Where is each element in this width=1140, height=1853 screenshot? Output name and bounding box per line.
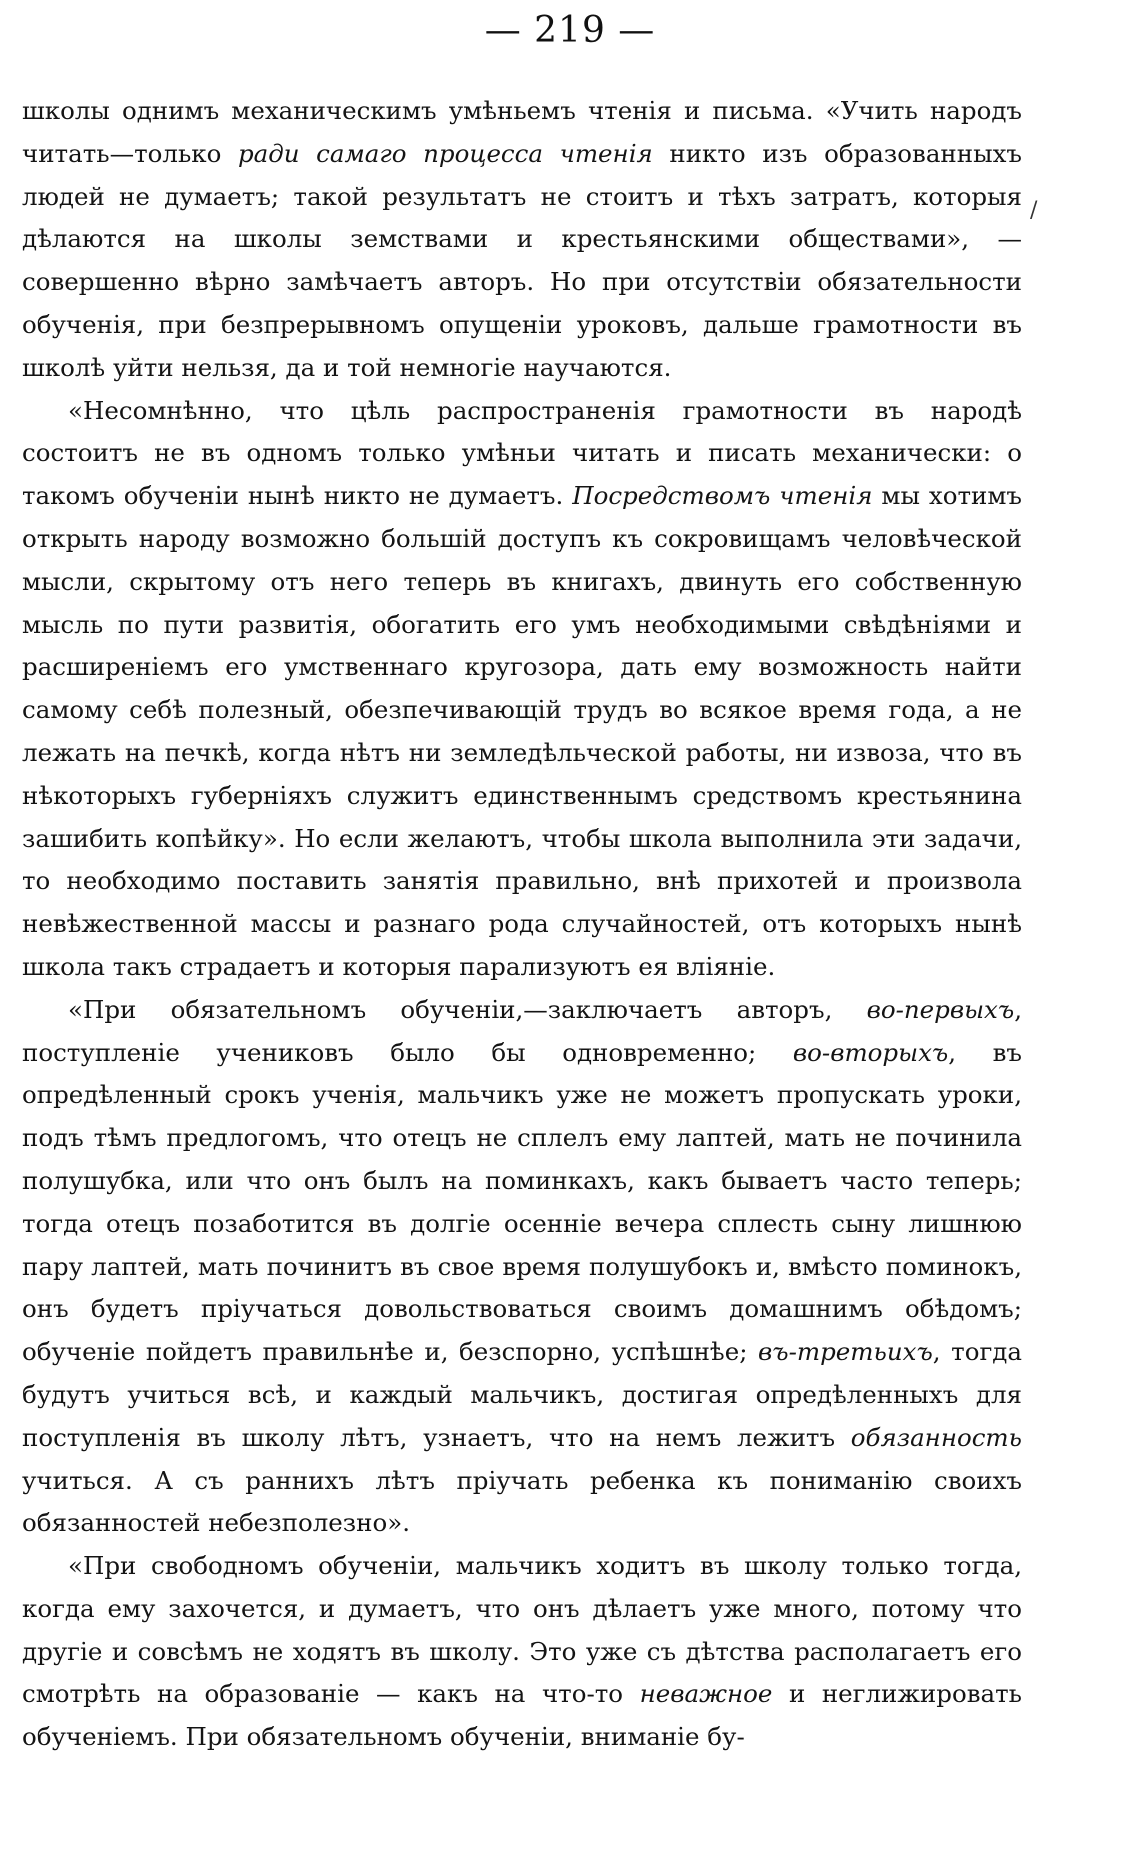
italic-phrase: ради самаго процесса чтенія: [237, 138, 653, 168]
page-number: — 219 —: [484, 10, 656, 51]
text-run: , тогда будутъ учиться всѣ, и каждый мальчикъ, достигая опредѣленныхъ для поступленія въ школу лѣтъ, узнаетъ, что на немъ лежитъ: [22, 1337, 1022, 1452]
text-run: школы однимъ механическимъ умѣньемъ чтенія и письма. «Учить народъ читать—только: [22, 96, 1022, 168]
body-text: [22, 90, 1022, 1759]
italic-phrase: неважное: [639, 1679, 773, 1709]
text-run: , поступленіе учениковъ было бы одновременно;: [22, 994, 1022, 1067]
text-run: учиться. А съ раннихъ лѣтъ пріучать ребенка къ пониманію своихъ обязанностей небезполезно».: [22, 1465, 1022, 1538]
paragraph: [22, 1545, 1022, 1759]
paragraph: [22, 390, 1022, 989]
text-run: мы хотимъ открыть народу возможно большій доступъ къ сокровищамъ человѣческой мысли, скрытому отъ него теперь въ книгахъ, двинуть его собственную мысль по пути развитія, обогатить его умъ необходимыми свѣдѣніями и расширеніемъ его умственнаго кругозора, дать ему возможность найти самому себѣ полезный, обезпечивающій трудъ во всякое время года, а не лежать на печкѣ, когда нѣтъ ни земледѣльческой работы, ни извоза, что въ нѣкоторыхъ губерніяхъ служитъ единственнымъ средствомъ крестьянина зашибить копѣйку». Но если желаютъ, чтобы школа выполнила эти задачи, то необходимо поставить занятія правильно, внѣ прихотей и произвола невѣжественной массы и разнаго рода случайностей, отъ которыхъ нынѣ школа такъ страдаетъ и которыя парализуютъ ея вліяніе.: [22, 481, 1023, 981]
italic-phrase: Посредствомъ чтенія: [572, 481, 873, 511]
paragraph: [22, 989, 1022, 1545]
margin-mark: /: [1030, 198, 1038, 223]
text-run: и неглижировать обученіемъ. При обязательномъ обученіи, вниманіе бу-: [22, 1679, 1022, 1752]
italic-phrase: во-первыхъ: [866, 994, 1015, 1024]
text-run: «Несомнѣнно, что цѣль распространенія грамотности въ народѣ состоитъ не въ одномъ только умѣньи читать и писать механически: о такомъ обученіи нынѣ никто не думаетъ.: [22, 395, 1022, 511]
text-run: никто изъ образованныхъ людей не думаетъ; такой результатъ не стоитъ и тѣхъ затратъ, которыя дѣлаются на школы земствами и крестьянскими обществами», — совершенно вѣрно замѣчаетъ авторъ. Но при отсутствіи обязательности обученія, при безпрерывномъ опущеніи уроковъ, дальше грамотности въ школѣ уйти нельзя, да и той немногіе научаются.: [22, 138, 1022, 382]
paragraph: [22, 90, 1022, 390]
text-run: «При обязательномъ обученіи,—заключаетъ авторъ,: [68, 994, 867, 1024]
text-run: , въ опредѣленный срокъ ученія, мальчикъ уже не можетъ пропускать уроки, подъ тѣмъ предлогомъ, что отецъ не сплелъ ему лаптей, мать не починила полушубка, или что онъ былъ на поминкахъ, какъ бываетъ часто теперь; тогда отецъ позаботится въ долгіе осенніе вечера сплесть сыну лишнюю пару лаптей, мать починитъ въ свое время полушубокъ и, вмѣсто поминокъ, онъ будетъ пріучаться довольствоваться своимъ домашнимъ обѣдомъ; обученіе пойдетъ правильнѣе и, безспорно, успѣшнѣе;: [22, 1037, 1022, 1367]
text-run: «При свободномъ обученіи, мальчикъ ходитъ въ школу только тогда, когда ему захочется, и думаетъ, что онъ дѣлаетъ уже много, потому что другіе и совсѣмъ не ходятъ въ школу. Это уже съ дѣтства располагаетъ его смотрѣть на образованіе — какъ на что-то: [22, 1551, 1022, 1709]
italic-phrase: во-вторыхъ: [792, 1037, 949, 1067]
italic-phrase: въ-третьихъ: [758, 1337, 933, 1367]
italic-phrase: обязанность: [850, 1422, 1022, 1452]
